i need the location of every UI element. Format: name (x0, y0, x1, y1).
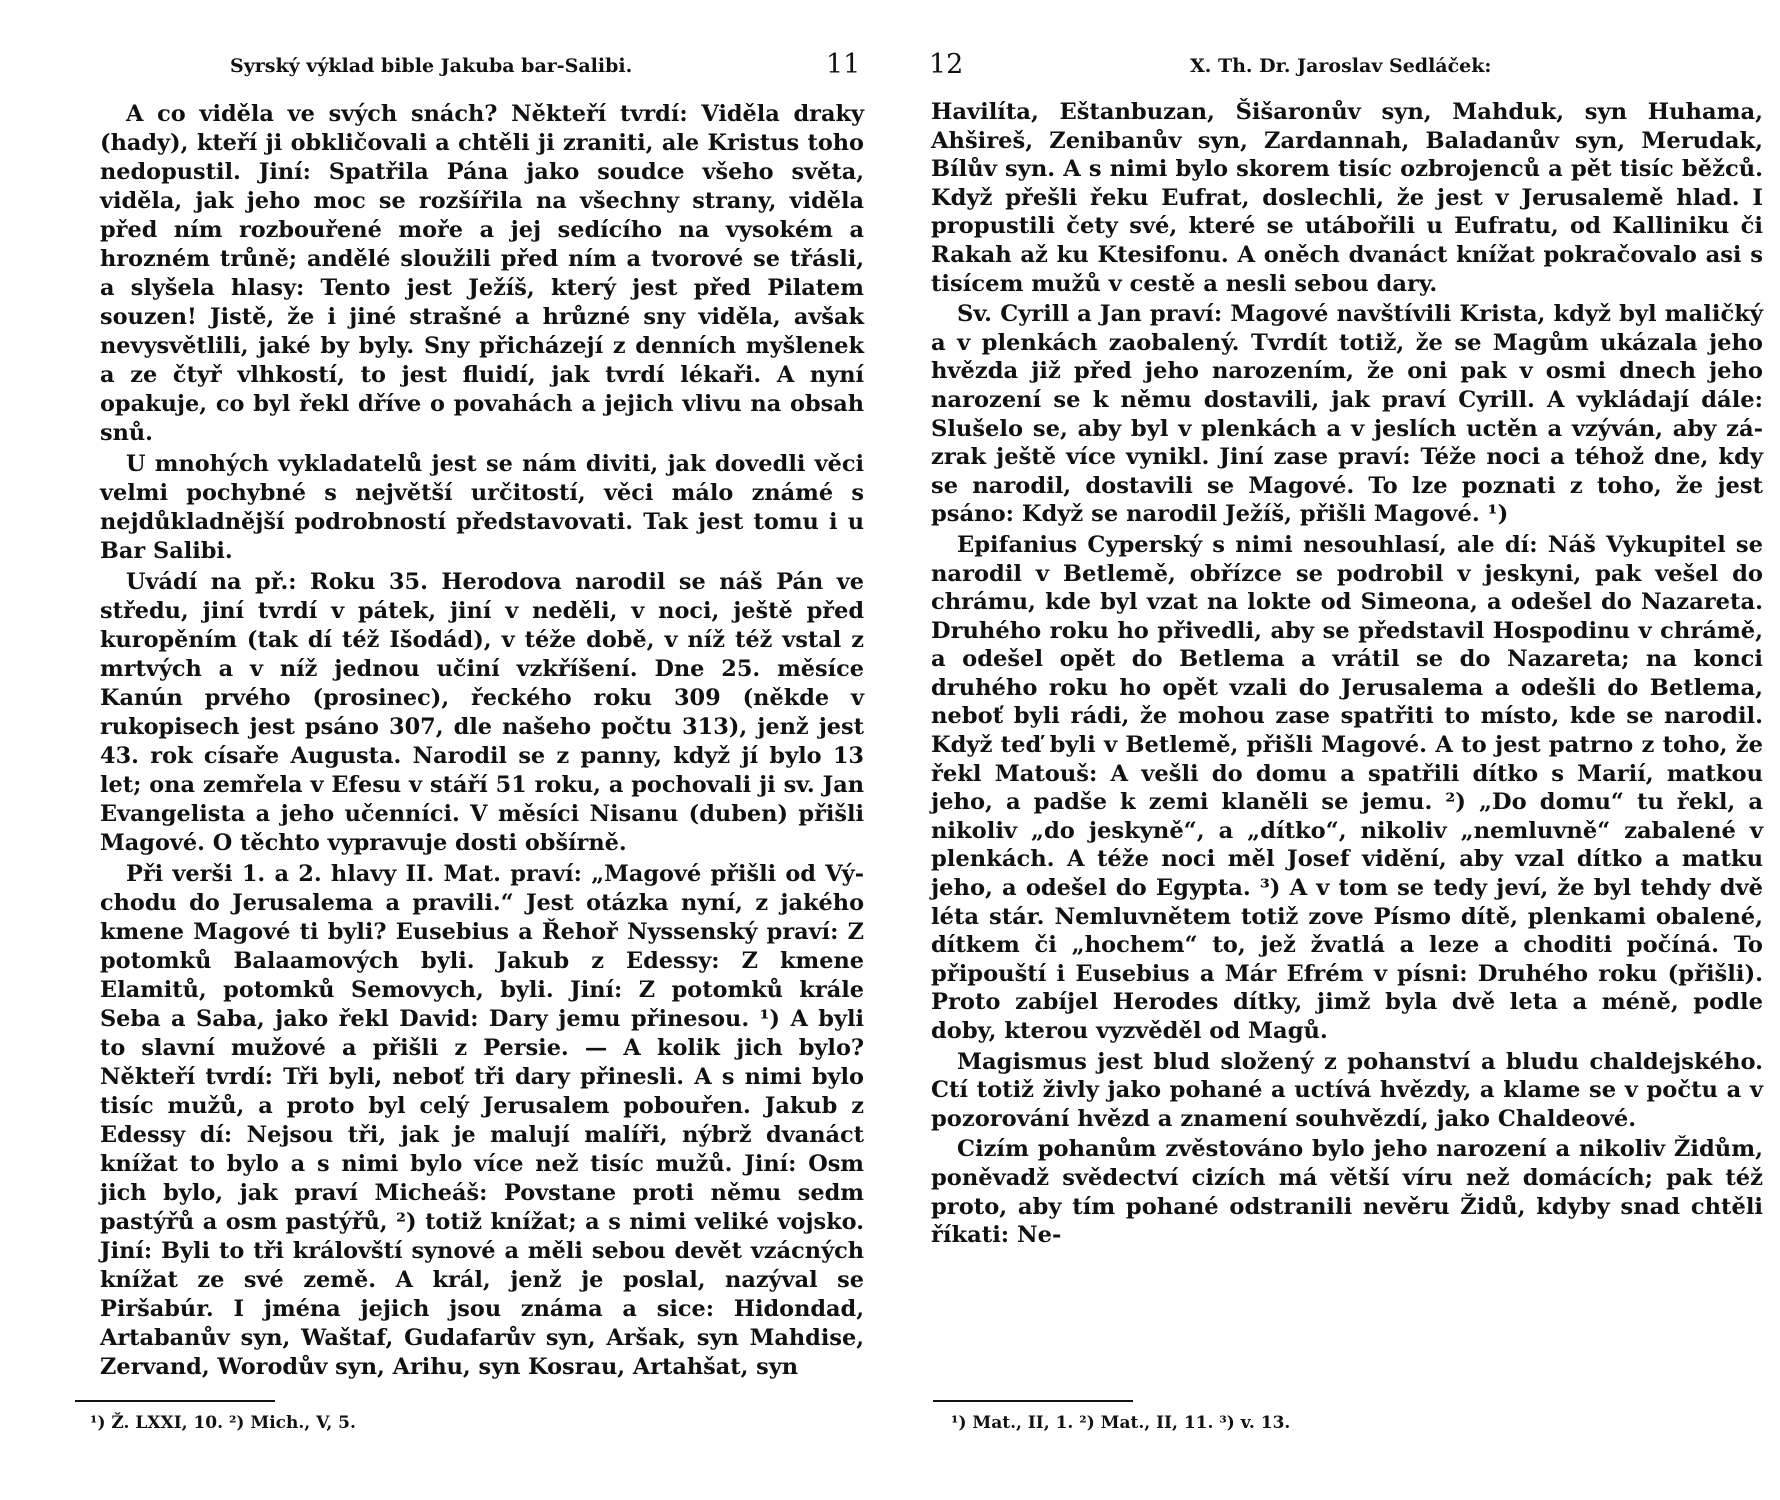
page-number: 12 (929, 49, 964, 80)
right-page-body (931, 98, 1763, 1252)
paragraph: Cizím pohanům zvěstováno bylo jeho narození a nikoliv Židům, poněvadž svědectví cizích má větší víru než domácích; pak též proto, aby tím pohané odstranili nevěru Židů, kdyby snad chtěli říkati: Ne- (931, 1136, 1763, 1249)
paragraph: A co viděla ve svých snách? Někteří tvrdí: Viděla draky (hady), kteří ji obkličovali a chtěli ji zraniti, ale Kristus toho nedopustil. Jiní: Spatřila Pána jako soudce všeho světa, viděla, jak jeho moc se rozšířila na všechny strany, viděla před ním rozbouřené moře a jej sedícího na vysokém a hrozném trůně; andělé sloužili před ním a tvorové se třásli, a slyšela hlasy: Tento jest Ježíš, který jest před Pilatem souzen! Jistě, že i jiné strašné a hrůzné sny viděla, avšak nevysvětlili, jaké by byly. Sny přicházejí z denních myšlenek a ze čtyř vlhkostí, to jest fluidí, jak tvrdí lékaři. A nyní opakuje, co byl řekl dříve o povahách a jejich vlivu na obsah snů. (100, 101, 864, 446)
footnotes: ¹) Mat., II, 1. ²) Mat., II, 11. ³) v. 13. (951, 1413, 1291, 1433)
right-page (925, 0, 1763, 1500)
running-title: X. Th. Dr. Jaroslav Sedláček: (1190, 55, 1492, 77)
footnote-rule (75, 1400, 275, 1402)
page-number: 11 (826, 49, 861, 80)
footnote-rule (933, 1400, 1133, 1402)
footnotes: ¹) Ž. LXXI, 10. ²) Mich., V, 5. (90, 1413, 356, 1433)
paragraph: Havilíta, Eštanbuzan, Šišaronův syn, Mahduk, syn Huhama, Ahšireš, Zenibanův syn, Zardannah, Baladanův syn, Merudak, Bílův syn. A s nimi bylo skorem tisíc ozbrojenců a pět tisíc běžců. Když přešli řeku Eufrat, doslechli, že jest v Jerusalemě hlad. I propustili čety své, které se utábořili u Eufratu, od Kalliniku či Rakah až ku Ktesifonu. A oněch dvanáct knížat pokračovalo asi s tisícem mužů v cestě a nesli sebou dary. (931, 99, 1763, 297)
left-page-header (30, 49, 861, 85)
paragraph: Sv. Cyrill a Jan praví: Magové navštívili Krista, když byl maličký a v plenkách zaobalený. Tvrdít totiž, že se Magům ukázala jeho hvězda již před jeho narozením, že oni pak v osmi dnech jeho narození se k němu dostavili, jak praví Cyrill. A vykládají dále: Slušelo se, aby byl v plenkách a v jeslích uctěn a vzýván, aby zázrak ještě více vynikl. Jiní zase praví: Téže noci a téhož dne, kdy se narodil, dostavili se Magové. To lze poznati z toho, že jest psáno: Když se narodil Ježíš, přišli Magové. ¹) (931, 301, 1763, 528)
paragraph: Při verši 1. a 2. hlavy II. Mat. praví: „Magové přišli od Východu do Jerusalema a pravili.“ Jest otázka nyní, z jakého kmene Magové ti byli? Eusebius a Řehoř Nyssenský praví: Z potomků Balaamových byli. Jakub z Edessy: Z kmene Elamitů, potomků Semovych, byli. Jiní: Z potomků krále Seba a Saba, jako řekl David: Dary jemu přinesou. ¹) A byli to slavní mužové a přišli z Persie. — A kolik jich bylo? Někteří tvrdí: Tři byli, neboť tři dary přinesli. A s nimi bylo tisíc mužů, a proto byl celý Jerusalem pobouřen. Jakub z Edessy dí: Nejsou tři, jak je malují malíři, nýbrž dvanáct knížat to bylo a s nimi bylo více než tisíc mužů. Jiní: Osm jich bylo, jak praví Micheáš: Povstane proti němu sedm pastýřů a osm pastýřů, ²) totiž knížat; a s nimi veliké vojsko. Jiní: Byli to tři královští synové a měli sebou devět vzácných knížat ze své země. A král, jenž je poslal, nazýval se Piršabúr. I jména jejich jsou známa a sice: Hidondad, Artabanův syn, Waštaf, Gudafarův syn, Aršak, syn Mahdise, Zervand, Worodův syn, Arihu, syn Kosrau, Artahšat, syn (100, 861, 864, 1380)
paragraph: U mnohých vykladatelů jest se nám diviti, jak dovedli věci velmi pochybné s největší určitostí, věci málo známé s nejdůkladnější podrobností představovati. Tak jest tomu i u Bar Salibi. (100, 451, 864, 564)
left-page-body (100, 100, 864, 1384)
left-page (30, 0, 864, 1500)
running-title: Syrský výklad bible Jakuba bar-Salibi. (230, 55, 633, 77)
paragraph: Uvádí na př.: Roku 35. Herodova narodil se náš Pán ve středu, jiní tvrdí v pátek, jiní v neděli, v noci, ještě před kuropěním (tak dí též Išodád), v téže době, v níž též vstal z mrtvých a v níž jednou učiní vzkříšení. Dne 25. měsíce Kanún prvého (prosinec), řeckého roku 309 (někde v rukopisech jest psáno 307, dle našeho počtu 313), jenž jest 43. rok císaře Augusta. Narodil se z panny, když jí bylo 13 let; ona zemřela v Efesu v stáří 51 roku, a pochovali ji sv. Jan Evangelista a jeho učenníci. V měsíci Nisanu (duben) přišli Magové. O těchto vypravuje dosti obšírně. (100, 569, 864, 856)
right-page-header (925, 49, 1725, 85)
paragraph: Magismus jest blud složený z pohanství a bludu chaldejského. Ctí totiž živly jako pohané a uctívá hvězdy, a klame se v počtu a v pozorování hvězd a znamení souhvězdí, jako Chaldeové. (931, 1048, 1763, 1132)
paragraph: Epifanius Cyperský s nimi nesouhlasí, ale dí: Náš Vykupitel se narodil v Betlemě, obřízce se podrobil v jeskyni, pak vešel do chrámu, kde byl vzat na lokte od Simeona, a odešel do Nazareta. Druhého roku ho přivedli, aby se představil Hospodinu v chrámě, a odešel opět do Betlema a vrátil se do Nazareta; na konci druhého roku ho opět vzali do Jerusalema a odešli do Betlema, neboť byli rádi, že mohou zase spatřiti to místo, kde se narodil. Když teď byli v Betlemě, přišli Magové. A to jest patrno z toho, že řekl Matouš: A vešli do domu a spatřili dítko s Marií, matkou jeho, a padše k zemi klaněli se jemu. ²) „Do domu“ tu řekl, a nikoliv „do jeskyně“, a „dítko“, nikoliv „nemluvně“ zabalené v plenkách. A téže noci měl Josef vidění, aby vzal dítko a matku jeho, a odešel do Egypta. ³) A v tom se tedy jeví, že byl tehdy dvě léta stár. Nemluvnětem totiž zove Písmo dítě, plenkami obalené, dítkem či „hochem“ to, jež žvatlá a leze a choditi počíná. To připouští i Eusebius a Már Efrém v písni: Druhého roku (přišli). Proto zabíjel Herodes dítky, jimž byla dvě leta a méně, podle doby, kterou vyzvěděl od Magů. (931, 531, 1763, 1044)
